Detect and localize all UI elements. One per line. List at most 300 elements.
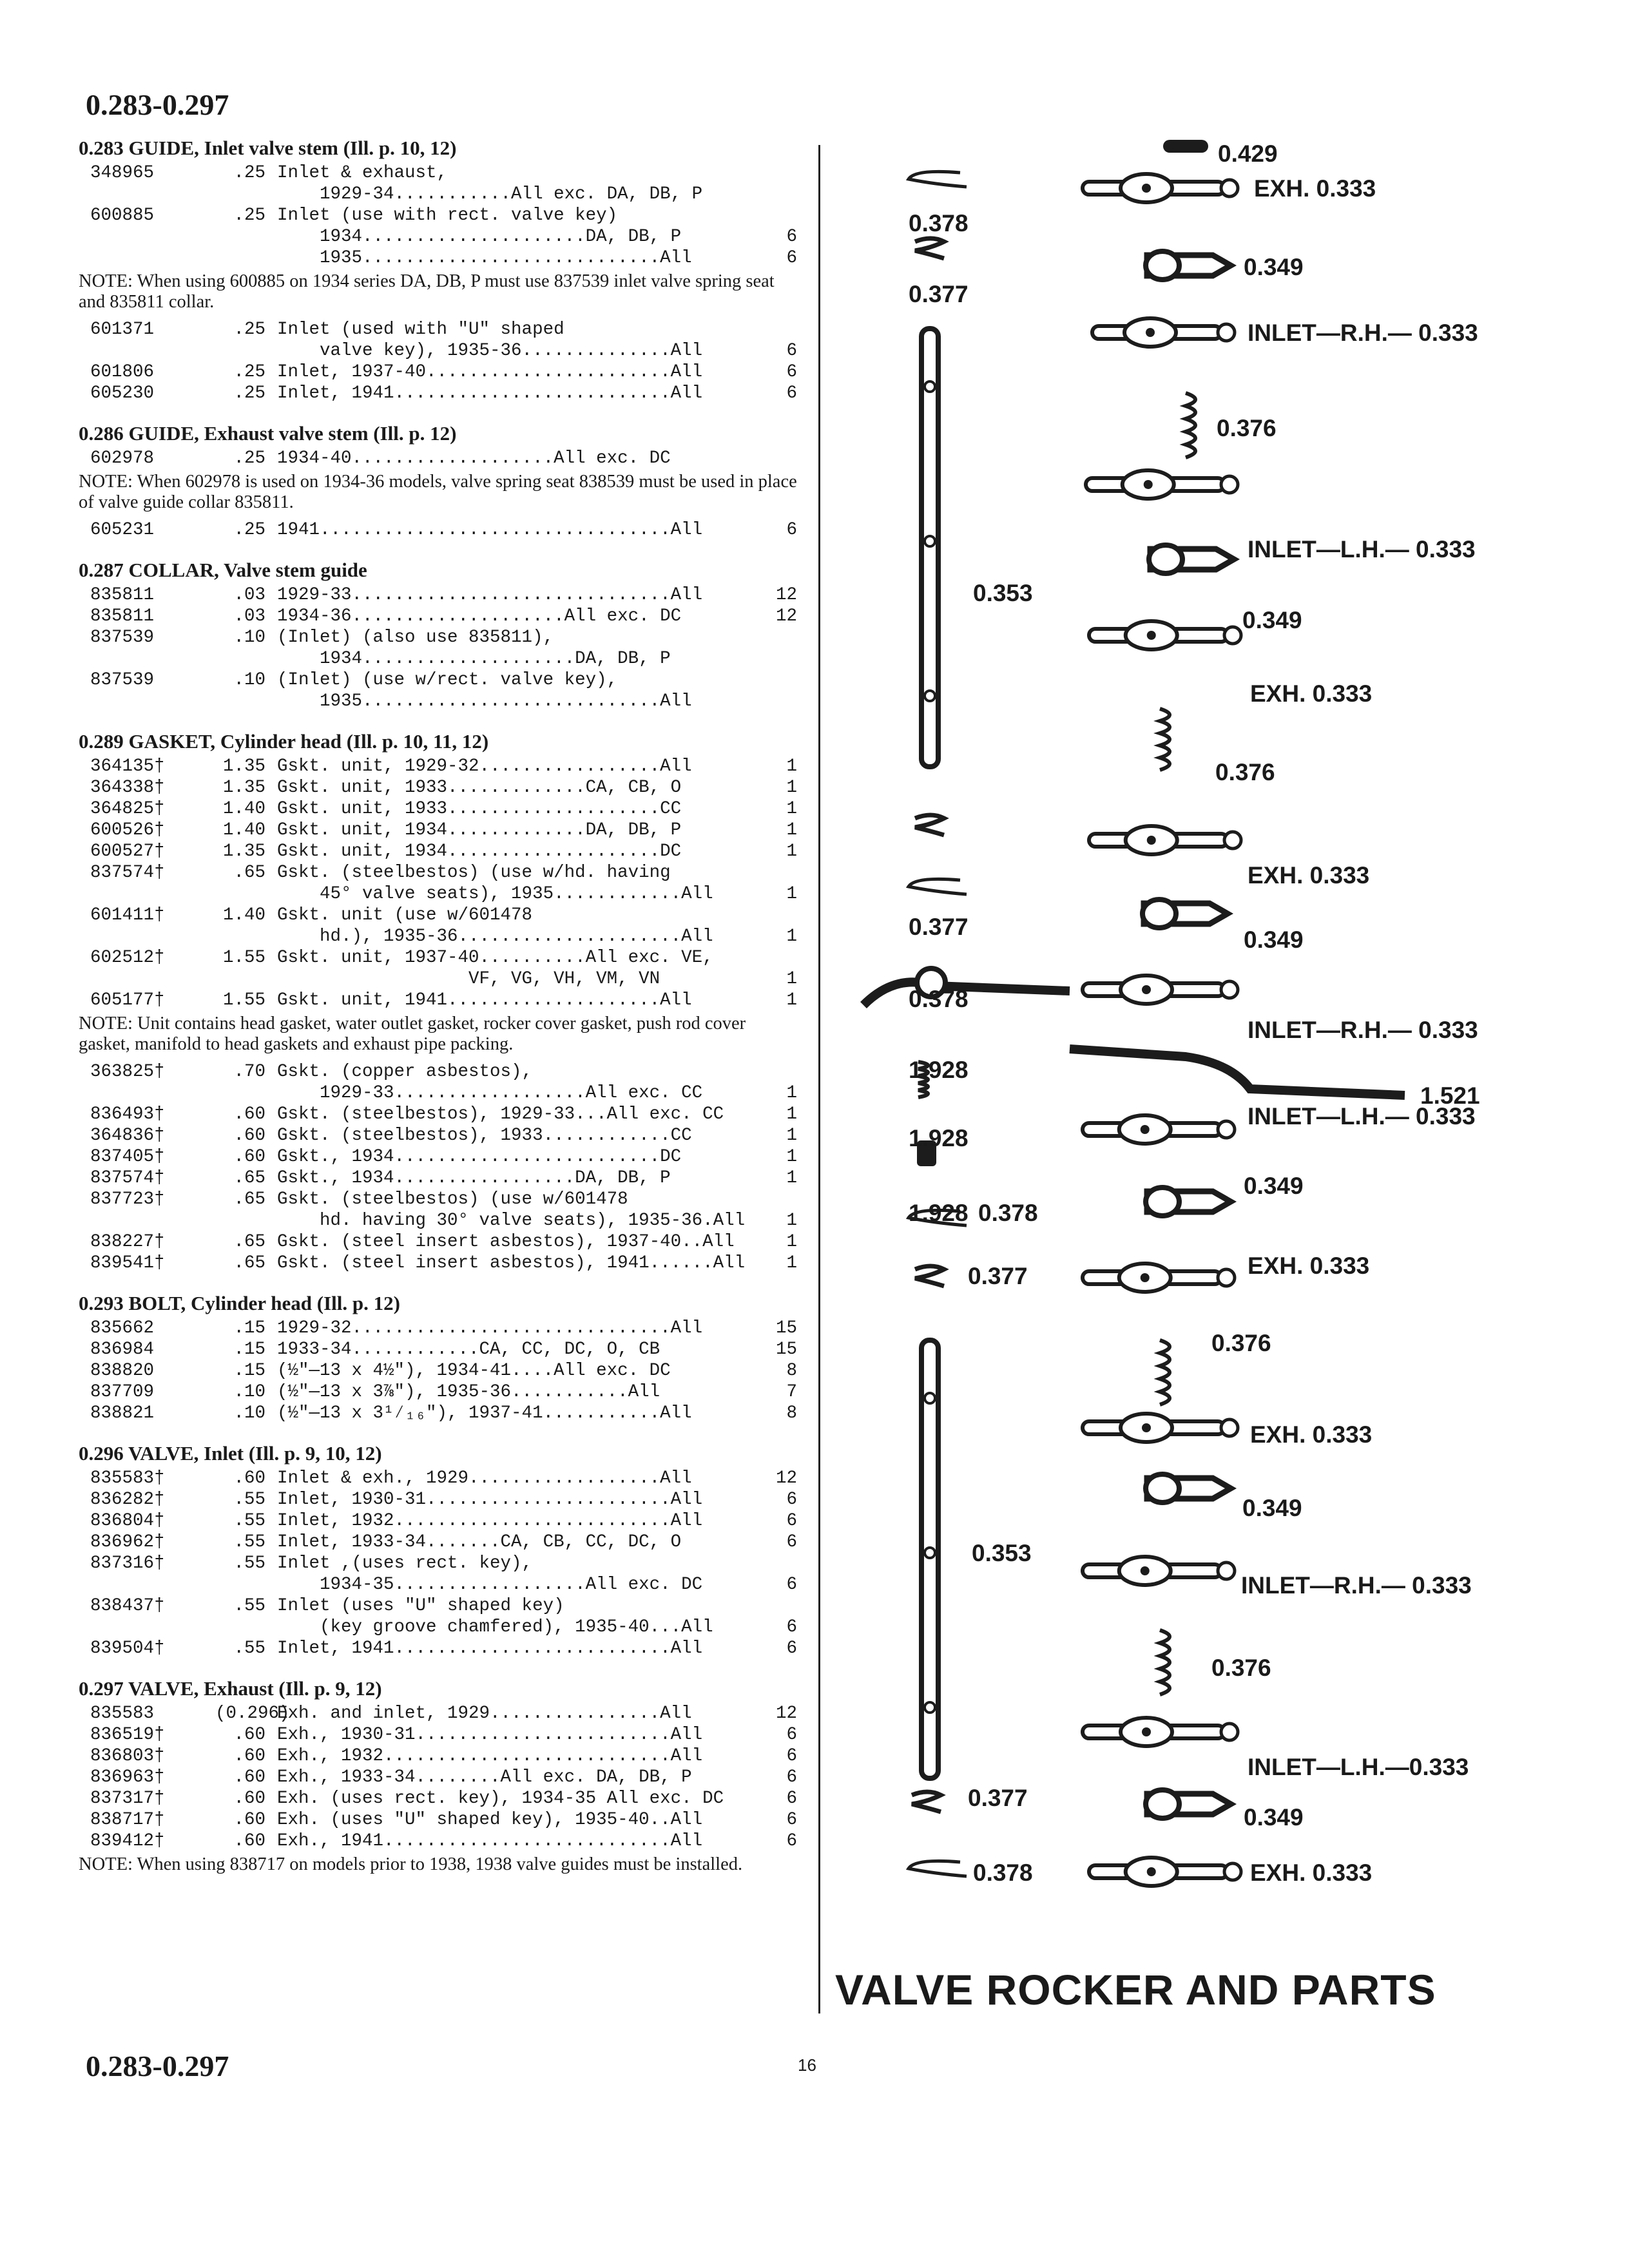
part-number: 837574† — [90, 1168, 165, 1188]
part-quantity: 15 — [775, 1318, 797, 1338]
part-number: 837574† — [90, 863, 165, 883]
shaft-oil-hole — [925, 1702, 935, 1713]
part-price: .25 — [233, 520, 265, 540]
part-description: Gskt. (steel insert asbestos), 1937-40..All — [277, 1232, 735, 1252]
part-row — [79, 968, 797, 990]
part-price: .65 — [233, 1253, 265, 1273]
part-description: Inlet & exh., 1929..................All — [277, 1468, 692, 1488]
part-quantity: 15 — [775, 1340, 797, 1360]
clip-shape — [909, 879, 967, 894]
page-number: 16 — [798, 2055, 816, 2075]
part-description: Gskt. unit, 1933.............CA, CB, O — [277, 778, 682, 798]
part-quantity: 6 — [786, 1810, 797, 1830]
part-row — [79, 1703, 797, 1724]
part-callout-label: 1.521 — [1420, 1082, 1480, 1109]
part-quantity: 1 — [786, 1232, 797, 1252]
part-description: Gskt. (steelbestos), 1933............CC — [277, 1126, 692, 1146]
part-callout-label: 0.377 — [909, 914, 969, 940]
part-quantity — [766, 205, 797, 226]
rocker-bushing-end — [1146, 1474, 1179, 1503]
part-price: .60 — [233, 1746, 265, 1766]
part-description: Inlet ,(uses rect. key), — [277, 1553, 533, 1573]
part-price: .25 — [233, 163, 265, 183]
part-number: 838820 — [90, 1361, 155, 1381]
rocker-bushing-end — [1146, 1187, 1179, 1216]
part-price — [215, 1210, 277, 1231]
part-price — [215, 648, 277, 669]
rocker-hub-hole — [1144, 480, 1153, 489]
part-row — [79, 1104, 797, 1125]
part-row — [79, 1125, 797, 1146]
part-number: 605230 — [90, 383, 155, 403]
rocker-hub-hole — [1142, 1727, 1151, 1736]
part-description: Gskt. (copper asbestos), — [277, 1062, 533, 1082]
part-callout-label: 0.378 — [909, 210, 969, 236]
part-quantity: 6 — [786, 1725, 797, 1745]
part-number: 600527† — [90, 841, 165, 861]
part-row — [79, 883, 797, 905]
part-callout-label: 1.928 — [909, 1125, 969, 1151]
part-number: 835662 — [90, 1318, 155, 1338]
part-quantity — [766, 184, 797, 205]
part-row — [79, 905, 797, 926]
part-quantity: 12 — [775, 606, 797, 626]
part-quantity: 6 — [786, 383, 797, 403]
part-number — [79, 1617, 215, 1638]
rocker-adjuster-shape — [1218, 324, 1235, 341]
part-price — [215, 691, 277, 712]
part-number: 600885 — [90, 206, 155, 226]
spring-shape — [1160, 709, 1170, 770]
part-callout-label: 0.353 — [973, 580, 1033, 606]
part-row — [79, 1574, 797, 1595]
part-quantity: 1 — [786, 969, 797, 989]
part-price — [215, 340, 277, 361]
part-price: .55 — [233, 1511, 265, 1531]
part-description: Gskt. (steelbestos) (use w/601478 — [277, 1189, 628, 1209]
part-number — [79, 340, 215, 361]
part-row — [79, 990, 797, 1011]
part-number — [79, 247, 215, 269]
part-price: .65 — [233, 1232, 265, 1252]
parts-section — [79, 1441, 797, 1659]
rocker-hub-hole — [1142, 1423, 1151, 1432]
rocker-adjuster-shape — [1221, 1419, 1238, 1436]
part-number: 364135† — [90, 756, 165, 776]
part-callout-label: INLET—L.H.— 0.333 — [1248, 1103, 1476, 1129]
part-number: 605231 — [90, 520, 155, 540]
part-price: .10 — [233, 628, 265, 648]
part-number: 835583 — [90, 1704, 155, 1724]
part-quantity: 6 — [786, 1789, 797, 1809]
part-callout-label: INLET—L.H.— 0.333 — [1248, 536, 1476, 562]
part-number: 839541† — [90, 1253, 165, 1273]
part-number: 835811 — [90, 606, 155, 626]
spring-shape — [1160, 1340, 1170, 1405]
part-number: 600526† — [90, 820, 165, 840]
part-callout-label: EXH. 0.333 — [1248, 1253, 1370, 1279]
part-price: .60 — [233, 1767, 265, 1787]
part-row — [79, 1638, 797, 1659]
part-description: Inlet, 1937-40.......................All — [277, 362, 703, 382]
part-description: Gskt. unit, 1937-40..........All exc. VE, — [277, 948, 713, 968]
part-quantity: 6 — [786, 248, 797, 268]
part-price: .15 — [233, 1318, 265, 1338]
part-row — [79, 1489, 797, 1510]
section-title: 0.283 GUIDE, Inlet valve stem (Ill. p. 10, 12) — [79, 137, 457, 159]
part-row — [79, 1082, 797, 1104]
rocker-hub-hole — [1142, 985, 1151, 994]
part-quantity: 6 — [786, 520, 797, 540]
part-price — [215, 926, 277, 947]
rocker-adjuster-shape — [1224, 1863, 1241, 1880]
part-description: 1929-33..................All exc. CC — [277, 1083, 703, 1103]
part-row — [79, 1553, 797, 1574]
part-row — [79, 448, 797, 469]
part-row — [79, 627, 797, 648]
part-price: .70 — [233, 1062, 265, 1082]
washer-spring-shape — [915, 815, 944, 835]
part-description: (½"—13 x 3¹⁄₁₆"), 1937-41...........All — [277, 1403, 692, 1423]
section-title: 0.287 COLLAR, Valve stem guide — [79, 559, 367, 581]
part-quantity: 8 — [786, 1361, 797, 1381]
section-title: 0.289 GASKET, Cylinder head (Ill. p. 10, 11, 12) — [79, 730, 489, 753]
part-description: 1929-32..............................All — [277, 1318, 703, 1338]
part-price: .55 — [233, 1639, 265, 1658]
section-note: NOTE: When using 600885 on 1934 series DA, DB, P must use 837539 inlet valve spring seat and 835811 collar. — [79, 271, 775, 312]
part-price: 1.40 — [222, 799, 265, 819]
rocker-adjuster-shape — [1218, 1121, 1235, 1138]
part-callout-label: 0.349 — [1244, 1804, 1304, 1831]
rocker-hub-hole — [1147, 1867, 1156, 1876]
section-note: NOTE: When 602978 is used on 1934-36 models, valve spring seat 838539 must be used in place of valve guide collar 835811. — [79, 472, 797, 512]
part-price — [215, 184, 277, 205]
part-row — [79, 1809, 797, 1831]
part-price: .03 — [233, 585, 265, 605]
part-quantity: 1 — [786, 990, 797, 1010]
part-quantity — [766, 1061, 797, 1082]
part-quantity — [766, 319, 797, 340]
part-description: hd.), 1935-36.....................All — [277, 927, 713, 947]
part-quantity: 6 — [786, 1746, 797, 1766]
part-price: 1.40 — [222, 905, 265, 925]
part-row — [79, 184, 797, 205]
part-quantity: 6 — [786, 341, 797, 361]
part-row — [79, 1061, 797, 1082]
part-callout-label: EXH. 0.333 — [1250, 680, 1373, 707]
part-description: Gskt. (steelbestos), 1929-33...All exc. CC — [277, 1104, 724, 1124]
part-price: .60 — [233, 1831, 265, 1851]
part-number: 839504† — [90, 1639, 165, 1658]
page-range-footer: 0.283-0.297 — [86, 2050, 229, 2082]
part-description: Inlet & exhaust, — [277, 163, 448, 183]
rocker-pad-shape — [1163, 140, 1208, 153]
rocker-adjuster-shape — [1221, 180, 1238, 197]
part-row — [79, 648, 797, 669]
part-row — [79, 1532, 797, 1553]
part-price: .25 — [233, 448, 265, 468]
part-description: (Inlet) (use w/rect. valve key), — [277, 670, 618, 690]
part-price: .60 — [233, 1789, 265, 1809]
part-number: 364825† — [90, 799, 165, 819]
part-price: 1.40 — [222, 820, 265, 840]
part-description: Inlet, 1930-31.......................All — [277, 1490, 703, 1510]
parts-section — [79, 1676, 797, 1875]
part-quantity: 6 — [786, 1575, 797, 1595]
part-description: Gskt. (steelbestos) (use w/hd. having — [277, 863, 671, 883]
part-row — [79, 1168, 797, 1189]
part-description: 1934-40...................All exc. DC — [277, 448, 671, 468]
part-number: 836963† — [90, 1767, 165, 1787]
shaft-oil-hole — [925, 691, 935, 701]
part-number: 837539 — [90, 628, 155, 648]
part-quantity: 1 — [786, 1083, 797, 1103]
part-callout-label: INLET—R.H.— 0.333 — [1241, 1572, 1472, 1599]
part-callout-label: 0.349 — [1242, 1495, 1302, 1521]
shaft-oil-hole — [925, 1393, 935, 1403]
part-number: 835583† — [90, 1468, 165, 1488]
part-number: 348965 — [90, 163, 155, 183]
part-number: 838821 — [90, 1403, 155, 1423]
part-number: 605177† — [90, 990, 165, 1010]
part-description: Exh., 1941...........................All — [277, 1831, 703, 1851]
part-price: .25 — [233, 320, 265, 340]
part-callout-label: 0.353 — [972, 1540, 1032, 1566]
part-number: 836519† — [90, 1725, 165, 1745]
rocker-bushing-end — [1149, 545, 1182, 573]
rocker-oil-tube-shape — [1070, 1049, 1405, 1095]
part-price: 1.55 — [222, 948, 265, 968]
part-callout-label: 0.349 — [1244, 1173, 1304, 1199]
rocker-adjuster-shape — [1218, 1269, 1235, 1286]
part-price: .25 — [233, 383, 265, 403]
rocker-bushing-end — [1146, 251, 1179, 280]
part-description: Inlet, 1941..........................All — [277, 383, 703, 403]
part-price: .55 — [233, 1553, 265, 1573]
part-quantity — [766, 162, 797, 184]
part-quantity — [766, 1553, 797, 1574]
part-description: 1929-34...........All exc. DA, DB, P — [277, 184, 703, 204]
part-price — [215, 247, 277, 269]
part-number — [79, 926, 215, 947]
part-price: .10 — [233, 1382, 265, 1402]
part-number: 837405† — [90, 1147, 165, 1167]
part-quantity: 1 — [786, 1253, 797, 1273]
part-number: 602978 — [90, 448, 155, 468]
part-price: .10 — [233, 1403, 265, 1423]
part-quantity: 1 — [786, 820, 797, 840]
part-row — [79, 798, 797, 820]
part-quantity: 1 — [786, 927, 797, 947]
part-row — [79, 1617, 797, 1638]
part-price: 1.35 — [222, 756, 265, 776]
part-row — [79, 1146, 797, 1168]
rocker-hub-hole — [1141, 1566, 1150, 1575]
part-description: Gskt. unit, 1941....................All — [277, 990, 692, 1010]
part-description: 1934.....................DA, DB, P — [277, 227, 682, 247]
part-price: .03 — [233, 606, 265, 626]
part-callout-label: EXH. 0.333 — [1250, 1421, 1373, 1448]
section-title: 0.297 VALVE, Exhaust (Ill. p. 9, 12) — [79, 1677, 382, 1700]
part-quantity: 1 — [786, 841, 797, 861]
part-number: 363825† — [90, 1062, 165, 1082]
part-number: 364836† — [90, 1126, 165, 1146]
part-price: .60 — [233, 1104, 265, 1124]
rocker-hub-hole — [1142, 184, 1151, 193]
part-row — [79, 1253, 797, 1274]
part-quantity: 7 — [786, 1382, 797, 1402]
parts-section — [79, 1291, 797, 1424]
part-description: 1941.................................All — [277, 520, 703, 540]
part-callout-label: 0.376 — [1211, 1330, 1271, 1356]
part-row — [79, 319, 797, 340]
part-description: Gskt. unit, 1934....................DC — [277, 841, 682, 861]
parts-section — [79, 135, 797, 404]
section-title: 0.286 GUIDE, Exhaust valve stem (Ill. p. 12) — [79, 422, 457, 445]
part-number: 838437† — [90, 1596, 165, 1616]
part-price: .15 — [233, 1340, 265, 1360]
part-number: 601411† — [90, 905, 165, 925]
part-row — [79, 756, 797, 777]
part-number: 602512† — [90, 948, 165, 968]
part-price: .25 — [233, 362, 265, 382]
part-row — [79, 777, 797, 798]
part-quantity — [766, 691, 797, 712]
part-quantity: 6 — [786, 1639, 797, 1658]
part-description: 1935............................All — [277, 691, 692, 711]
part-row — [79, 383, 797, 404]
part-number: 838717† — [90, 1810, 165, 1830]
shaft-oil-hole — [925, 536, 935, 546]
rocker-bushing-end — [1142, 899, 1176, 928]
part-quantity: 1 — [786, 1126, 797, 1146]
part-description: Exh. and inlet, 1929................All — [277, 1704, 692, 1724]
part-description: Inlet, 1941..........................All — [277, 1639, 703, 1658]
part-quantity: 6 — [786, 1831, 797, 1851]
part-price: 1.55 — [222, 990, 265, 1010]
part-number — [79, 691, 215, 712]
part-description: Inlet (use with rect. valve key) — [277, 206, 618, 226]
part-number: 837317† — [90, 1789, 165, 1809]
part-row — [79, 1403, 797, 1424]
part-price: .55 — [233, 1596, 265, 1616]
part-description: Gskt. unit, 1934.............DA, DB, P — [277, 820, 682, 840]
part-callout-label: 0.378 — [909, 986, 969, 1012]
part-number — [79, 1574, 215, 1595]
part-quantity: 12 — [775, 1468, 797, 1488]
part-quantity — [766, 862, 797, 883]
part-callout-label: 1.928 — [909, 1200, 969, 1226]
rocker-hub-hole — [1141, 1125, 1150, 1134]
part-price: .55 — [233, 1490, 265, 1510]
part-quantity — [766, 627, 797, 648]
part-row — [79, 1468, 797, 1489]
parts-section — [79, 421, 797, 541]
part-quantity: 1 — [786, 1104, 797, 1124]
part-description: 45° valve seats), 1935............All — [277, 884, 713, 904]
part-description: (½"—13 x 3⅞"), 1935-36...........All — [277, 1382, 660, 1402]
part-quantity: 6 — [786, 227, 797, 247]
part-row — [79, 340, 797, 361]
part-description: valve key), 1935-36..............All — [277, 341, 703, 361]
part-callout-label: 0.377 — [968, 1785, 1028, 1811]
part-number — [79, 1082, 215, 1104]
part-description: (key groove chamfered), 1935-40...All — [277, 1617, 713, 1637]
part-description: Exh., 1932...........................All — [277, 1746, 703, 1766]
part-price — [215, 883, 277, 905]
part-price: .60 — [233, 1126, 265, 1146]
part-price: .15 — [233, 1361, 265, 1381]
diagram-title: VALVE ROCKER AND PARTS — [835, 1966, 1436, 2013]
part-callout-label: 0.377 — [909, 281, 969, 307]
part-description: Inlet (used with "U" shaped — [277, 320, 564, 340]
page-range-header: 0.283-0.297 — [86, 88, 229, 121]
section-note: NOTE: When using 838717 on models prior to 1938, 1938 valve guides must be installed. — [79, 1854, 743, 1874]
part-number: 839412† — [90, 1831, 165, 1851]
part-description: 1934-36....................All exc. DC — [277, 606, 682, 626]
part-callout-label: 0.376 — [1215, 759, 1275, 785]
section-title: 0.296 VALVE, Inlet (Ill. p. 9, 10, 12) — [79, 1442, 382, 1465]
washer-spring-shape — [915, 1266, 944, 1286]
part-callout-label: 0.378 — [978, 1200, 1038, 1226]
part-number: 837539 — [90, 670, 155, 690]
part-row — [79, 1318, 797, 1339]
part-description: Inlet, 1932..........................All — [277, 1511, 703, 1531]
part-callout-label: EXH. 0.333 — [1248, 862, 1370, 889]
part-quantity — [766, 1189, 797, 1210]
part-row — [79, 1339, 797, 1360]
part-description: 1933-34............CA, CC, DC, O, CB — [277, 1340, 660, 1360]
section-note: NOTE: Unit contains head gasket, water outlet gasket, rocker cover gasket, push rod cover gasket, manifold to head gaskets and exhaust pipe packing. — [79, 1014, 746, 1054]
part-row — [79, 1510, 797, 1532]
part-callout-label: 0.376 — [1211, 1655, 1271, 1681]
part-quantity: 6 — [786, 1532, 797, 1552]
part-description: Exh., 1933-34........All exc. DA, DB, P — [277, 1767, 692, 1787]
part-price — [215, 226, 277, 247]
part-quantity: 6 — [786, 1767, 797, 1787]
washer-spring-shape — [912, 1792, 941, 1812]
part-row — [79, 862, 797, 883]
parts-section — [79, 557, 797, 712]
part-number: 836282† — [90, 1490, 165, 1510]
part-row — [79, 1745, 797, 1767]
part-number: 837709 — [90, 1382, 155, 1402]
part-row — [79, 162, 797, 184]
part-quantity: 1 — [786, 756, 797, 776]
part-quantity: 6 — [786, 362, 797, 382]
part-description: Inlet (uses "U" shaped key) — [277, 1596, 564, 1616]
part-price — [215, 1617, 277, 1638]
part-row — [79, 205, 797, 226]
part-description: hd. having 30° valve seats), 1935-36.All — [277, 1211, 746, 1231]
part-callout-label: 0.378 — [973, 1860, 1033, 1886]
part-quantity: 6 — [786, 1511, 797, 1531]
rocker-adjuster-shape — [1218, 1562, 1235, 1579]
part-callout-label: INLET—R.H.— 0.333 — [1248, 1017, 1478, 1043]
rocker-adjuster-shape — [1224, 627, 1241, 644]
part-quantity — [766, 669, 797, 691]
part-row — [79, 1231, 797, 1253]
part-row — [79, 1360, 797, 1381]
rocker-hub-hole — [1147, 631, 1156, 640]
part-row — [79, 926, 797, 947]
part-row — [79, 361, 797, 383]
part-description: Gskt. unit, 1933....................CC — [277, 799, 682, 819]
part-number: 836804† — [90, 1511, 165, 1531]
part-number — [79, 184, 215, 205]
rocker-adjuster-shape — [1221, 1724, 1238, 1740]
part-number — [79, 1210, 215, 1231]
